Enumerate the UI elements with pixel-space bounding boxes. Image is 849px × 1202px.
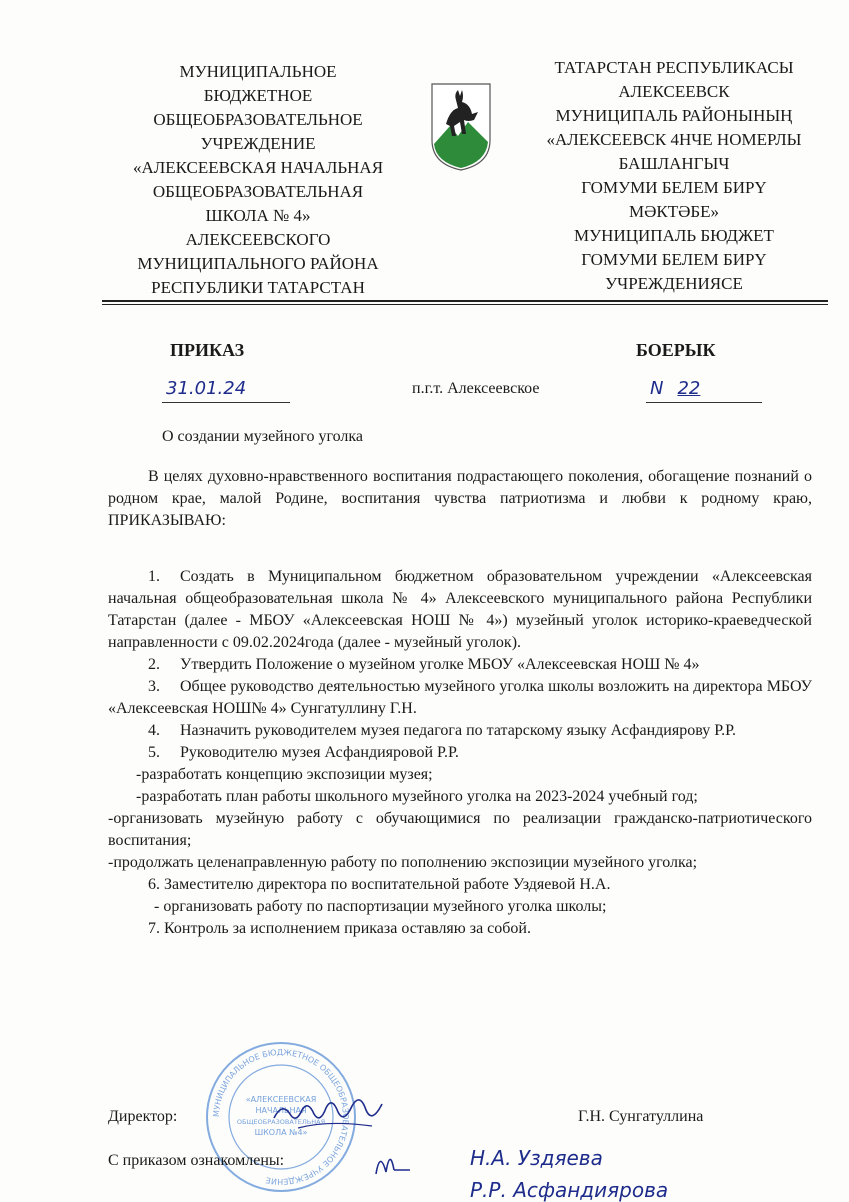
- header-left-line: АЛЕКСЕЕВСКОГО: [185, 230, 331, 249]
- order-number-field: [646, 378, 762, 403]
- item6-subtask: - организовать работу по паспортизации музейного уголка школы;: [154, 898, 607, 915]
- item-text: Общее руководство деятельностью музейного уголка школы возложить на директора МБОУ «Алексеевская НОШ№ 4» Сунгатуллину Г.Н.: [108, 678, 812, 717]
- header-right-line: «АЛЕКСЕЕВСК 4НЧЕ НОМЕРЛЫ: [546, 130, 802, 149]
- director-label: Директор:: [108, 1108, 178, 1125]
- order-item-6: 6. Заместителю директора по воспитательной работе Уздяевой Н.А.: [148, 876, 611, 893]
- order-date: 31.01.24: [162, 378, 290, 403]
- header-left-line: МУНИЦИПАЛЬНОЕ: [179, 62, 337, 81]
- stamp-center-line: НАЧАЛЬНАЯ: [255, 1106, 307, 1115]
- acknowledgement-handwritten: Р.Р. Асфандиярова: [470, 1178, 669, 1202]
- director-signature: [268, 1084, 388, 1136]
- header-right-line: АЛЕКСЕЕВСК: [618, 82, 730, 101]
- item-text: Создать в Муниципальном бюджетном образовательном учреждении «Алексеевская начальная общеобразовательная школа № 4» Алексеевского муниципального района Республики Татарстан (далее - МБОУ «Алексеевская НОШ № 4») музейный уголок историко-краеведческой направленности с 09.02.2024года (далее - музейный уголок).: [108, 568, 812, 651]
- acknowledgement-signature: [370, 1142, 430, 1182]
- header-right-line: МУНИЦИПАЛЬ БЮДЖЕТ: [574, 226, 774, 245]
- header-right-line: БАШЛАНГЫЧ: [618, 154, 730, 173]
- number-sign: N: [650, 378, 664, 399]
- header-left-line: МУНИЦИПАЛЬНОГО РАЙОНА: [137, 254, 379, 273]
- order-item: [108, 742, 812, 764]
- order-place: п.г.т. Алексеевское: [412, 380, 540, 397]
- header-left-line: ШКОЛА № 4»: [205, 206, 311, 225]
- order-items: [108, 566, 812, 940]
- item-number: 4.: [148, 722, 160, 739]
- stamp-center-line: ШКОЛА №4»: [254, 1128, 308, 1137]
- stamp-center-line: ОБЩЕОБРАЗОВАТЕЛЬНАЯ: [236, 1118, 326, 1126]
- item-text: Утвердить Положение о музейном уголке МБОУ «Алексеевская НОШ № 4»: [180, 656, 700, 673]
- header-right-line: ГОМУМИ БЕЛЕМ БИРҮ: [581, 178, 767, 197]
- header-right-line: МУНИЦИПАЛЬ РАЙОНЫНЫҢ: [555, 106, 793, 125]
- header-right-line: ГОМУМИ БЕЛЕМ БИРҮ: [581, 250, 767, 269]
- acknowledgement-handwritten: Н.А. Уздяева: [470, 1146, 603, 1170]
- order-subject: О создании музейного уголка: [162, 428, 364, 445]
- header-right-block: [518, 56, 830, 296]
- header-left-line: УЧРЕЖДЕНИЕ: [200, 134, 316, 153]
- item-text: Руководителю музея Асфандияровой Р.Р.: [180, 744, 459, 761]
- item5-subtask: -организовать музейную работу с обучающимися по реализации гражданско-патриотического воспитания;: [108, 810, 812, 849]
- acknowledgement-label: С приказом ознакомлены:: [108, 1152, 285, 1169]
- item-number: 2.: [148, 656, 160, 673]
- header-left-line: «АЛЕКСЕЕВСКАЯ НАЧАЛЬНАЯ: [132, 158, 384, 177]
- header-right-line: УЧРЕЖДЕНИЯСЕ: [605, 274, 743, 293]
- order-item: [108, 720, 812, 742]
- header-divider-thick: [102, 300, 828, 302]
- order-title-ru: ПРИКАЗ: [170, 340, 245, 360]
- order-item-7: 7. Контроль за исполнением приказа оставляю за собой.: [148, 920, 531, 937]
- order-item: [108, 676, 812, 720]
- header-left-block: [108, 60, 408, 300]
- header-divider-thin: [102, 304, 828, 305]
- item-number: 5.: [148, 744, 160, 761]
- item5-subtask: -разработать план работы школьного музейного уголка на 2023-2024 учебный год;: [136, 788, 698, 805]
- item5-subtask: -разработать концепцию экспозиции музея;: [136, 766, 433, 783]
- header-left-line: ОБЩЕОБРАЗОВАТЕЛЬНОЕ: [153, 110, 363, 129]
- intro-paragraph: В целях духовно-нравственного воспитания подрастающего поколения, обогащение познаний о родном крае, малой Родине, воспитания чувства патриотизма и любви к родному краю, ПРИКАЗЫВАЮ:: [108, 468, 812, 529]
- item-text: Назначить руководителем музея педагога по татарскому языку Асфандиярову Р.Р.: [180, 722, 737, 739]
- director-name: Г.Н. Сунгатуллина: [578, 1108, 704, 1125]
- stamp-center-line: «АЛЕКСЕЕВСКАЯ: [245, 1095, 317, 1104]
- coat-of-arms-emblem: [428, 80, 494, 172]
- header-left-line: БЮДЖЕТНОЕ: [203, 86, 313, 105]
- item-number: 1.: [148, 568, 160, 585]
- header-right-line: МӘКТӘБЕ»: [628, 202, 720, 221]
- header-left-line: РЕСПУБЛИКИ ТАТАРСТАН: [151, 278, 365, 297]
- header-right-line: ТАТАРСТАН РЕСПУБЛИКАСЫ: [554, 58, 794, 77]
- order-number: 22: [677, 378, 701, 399]
- item-number: 3.: [148, 678, 160, 695]
- order-title-tt: БОЕРЫК: [636, 340, 716, 360]
- order-item: [108, 566, 812, 654]
- order-item: [108, 654, 812, 676]
- stamp-ring-text: МУНИЦИПАЛЬНОЕ БЮДЖЕТНОЕ ОБЩЕОБРАЗОВАТЕЛЬНОЕ УЧРЕЖДЕНИЕ: [211, 1047, 351, 1187]
- item5-subtask: -продолжать целенаправленную работу по пополнению экспозиции музейного уголка;: [108, 854, 698, 871]
- header-left-line: ОБЩЕОБРАЗОВАТЕЛЬНАЯ: [152, 182, 364, 201]
